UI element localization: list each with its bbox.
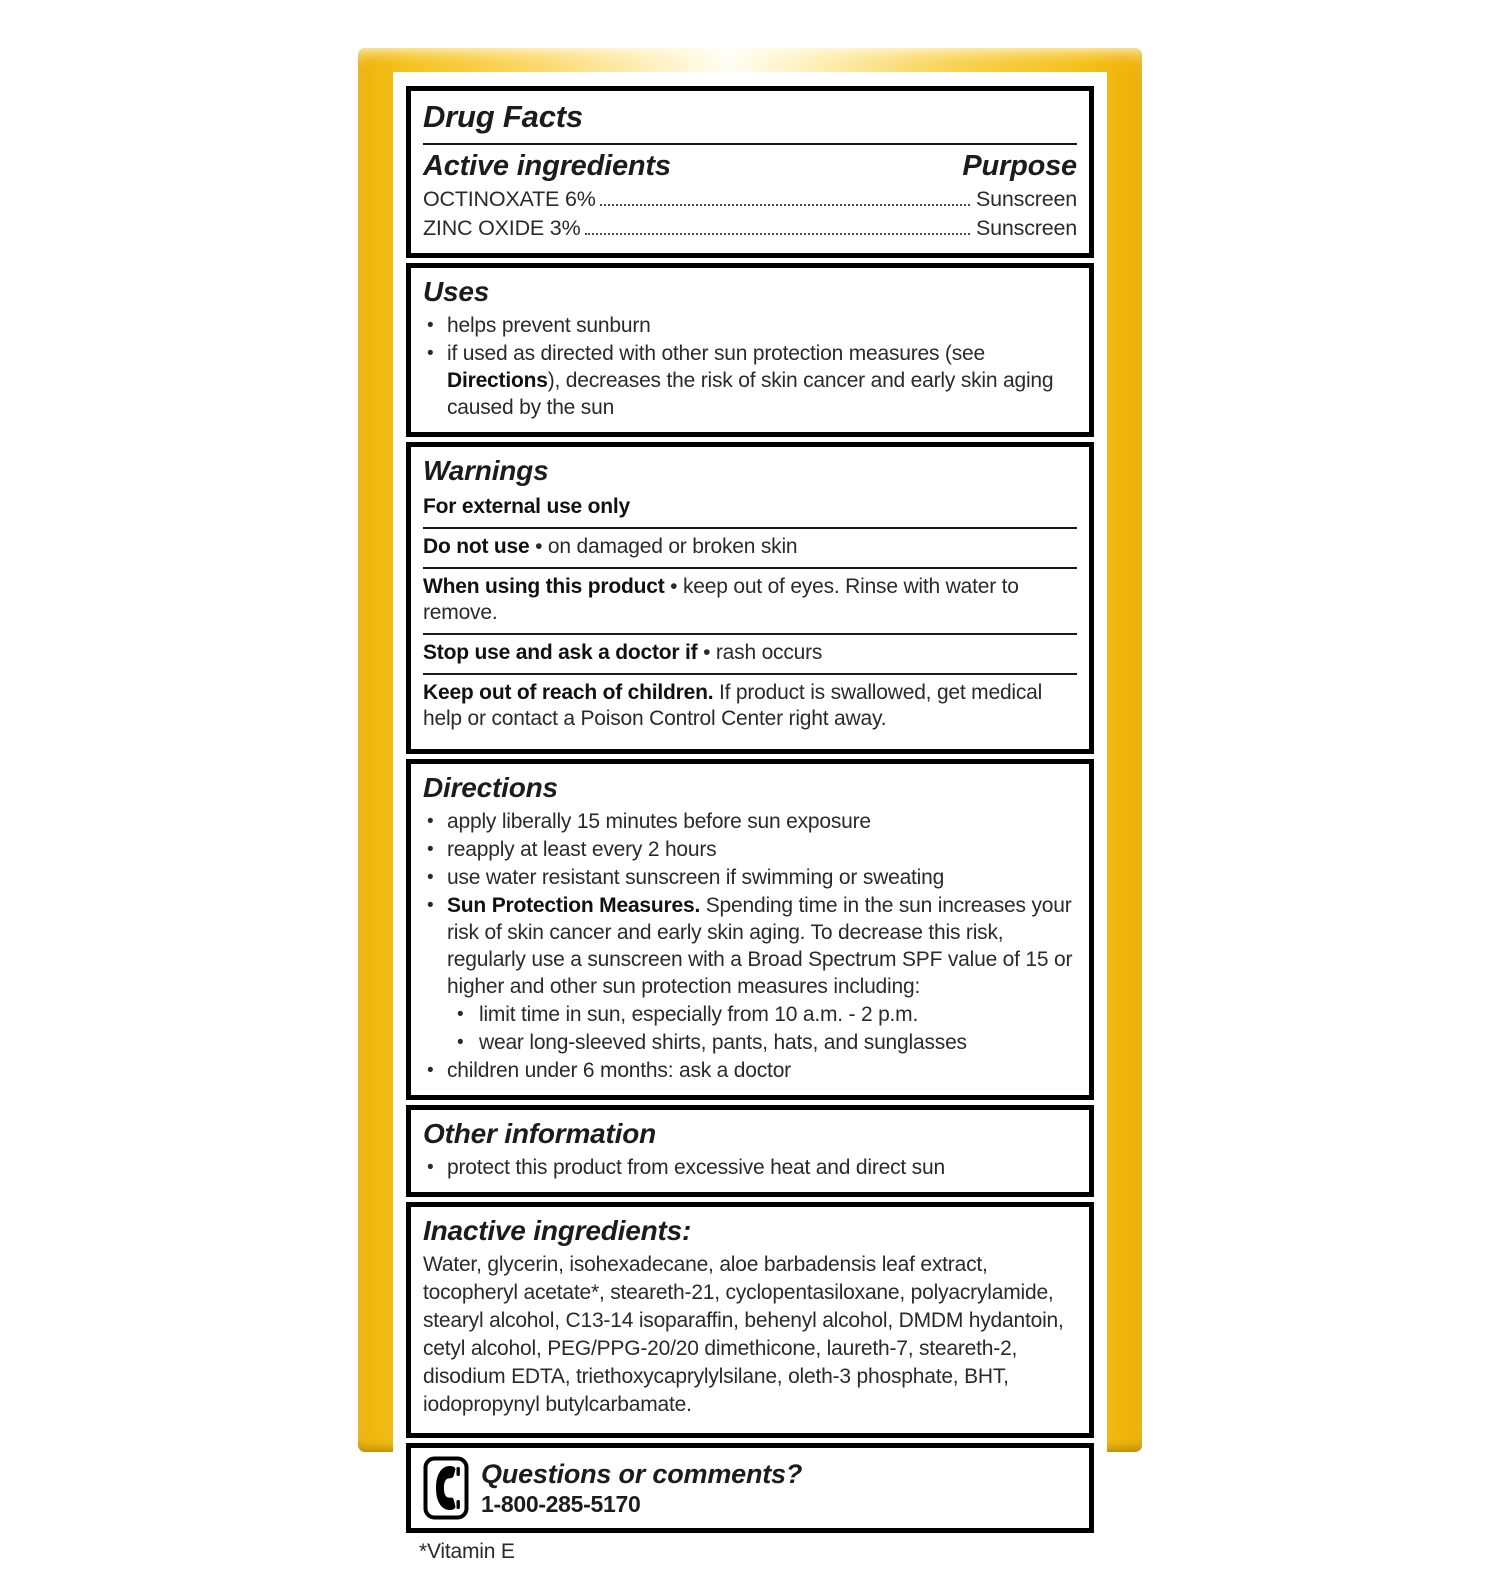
questions-phone-number: 1-800-285-5170 <box>481 1491 641 1517</box>
text-segment: reapply at least every 2 hours <box>447 838 717 861</box>
text-segment: children under 6 months: ask a doctor <box>447 1059 791 1082</box>
warning-row <box>423 635 1077 675</box>
bullet-marker: • <box>427 343 434 364</box>
active-ingredient-row <box>423 185 1077 214</box>
dotted-leader <box>600 204 970 206</box>
bullet-text <box>479 1001 1077 1028</box>
text-segment: protect this product from excessive heat and direct sun <box>447 1156 945 1179</box>
text-segment: Keep out of reach of children. <box>423 681 714 704</box>
bullet-item <box>423 312 1077 339</box>
bullet-text <box>447 1057 1077 1084</box>
warning-row <box>423 675 1077 739</box>
bullet-item <box>423 864 1077 891</box>
text-segment: • rash occurs <box>697 641 823 664</box>
bullet-item <box>423 1154 1077 1181</box>
bullet-text <box>447 312 1077 339</box>
text-segment: apply liberally 15 minutes before sun exposure <box>447 810 871 833</box>
gold-background-panel <box>358 48 1142 1563</box>
bullet-item <box>423 892 1077 1000</box>
bullet-marker: • <box>427 811 434 832</box>
questions-heading: Questions or comments? <box>481 1459 803 1489</box>
bullet-text <box>447 808 1077 835</box>
directions-bullets <box>423 808 1077 1084</box>
questions-text-block <box>481 1458 802 1518</box>
bullet-text <box>447 1154 1077 1181</box>
bullet-item <box>423 808 1077 835</box>
text-segment: If product is swallowed, get medical help or contact a Poison Control Center right away. <box>423 681 1043 730</box>
bullet-marker: • <box>427 1157 434 1178</box>
text-segment: When using this product <box>423 575 665 598</box>
text-segment: if used as directed with other sun protection measures (see <box>447 342 985 365</box>
uses-heading: Uses <box>423 276 490 307</box>
text-segment: Sun Protection Measures. <box>447 894 701 917</box>
section-uses <box>406 263 1094 437</box>
section-warnings <box>406 442 1094 754</box>
bullet-marker: • <box>427 1060 434 1081</box>
text-segment: ), decreases the risk of skin cancer and early skin aging caused by the sun <box>447 369 1054 419</box>
drug-facts-label <box>393 72 1107 1579</box>
bullet-marker: • <box>457 1032 464 1053</box>
section-inactive-ingredients <box>406 1202 1094 1438</box>
uses-bullets <box>423 312 1077 421</box>
sub-bullet-item <box>453 1029 1077 1056</box>
vitamin-e-footnote: *Vitamin E <box>419 1540 515 1563</box>
purpose-heading: Purpose <box>962 150 1077 182</box>
inactive-ingredients-text: Water, glycerin, isohexadecane, aloe barbadensis leaf extract, tocopheryl acetate*, steareth-21, cyclopentasiloxane, polyacrylamide, stearyl alcohol, C13-14 isoparaffin, behenyl alcohol, DMDM hydantoin, cetyl alcohol, PEG/PPG-20/20 dimethicone, laureth-7, steareth-2, disodium EDTA, triethoxycaprylylsilane, oleth-3 phosphate, BHT, iodopropynyl butylcarbamate. <box>423 1253 1064 1416</box>
section-drug-facts <box>406 86 1094 258</box>
section-directions <box>406 759 1094 1100</box>
sub-bullet-item <box>453 1001 1077 1028</box>
active-ingredients-heading: Active ingredients <box>423 150 671 182</box>
warnings-rows <box>423 489 1077 739</box>
text-segment: • on damaged or broken skin <box>529 535 798 558</box>
bullet-marker: • <box>457 1004 464 1025</box>
drug-facts-title: Drug Facts <box>423 97 1077 145</box>
text-segment: Do not use <box>423 535 530 558</box>
inactive-ingredients-heading: Inactive ingredients: <box>423 1215 692 1246</box>
bullet-item <box>423 340 1077 421</box>
ingredient-purpose: Sunscreen <box>976 216 1077 240</box>
warnings-heading: Warnings <box>423 455 549 486</box>
ingredient-purpose: Sunscreen <box>976 187 1077 211</box>
text-segment: • keep out of eyes. Rinse with water to remove. <box>423 575 1019 624</box>
text-segment: Directions <box>447 369 548 392</box>
ingredient-name: ZINC OXIDE 3% <box>423 216 581 240</box>
bullet-marker: • <box>427 867 434 888</box>
text-segment: wear long-sleeved shirts, pants, hats, and sunglasses <box>479 1031 967 1054</box>
warning-row <box>423 489 1077 529</box>
text-segment: Spending time in the sun increases your risk of skin cancer and early skin aging. To decrease this risk, regularly use a sunscreen with a Broad Spectrum SPF value of 15 or higher and other sun protection measures including: <box>447 894 1073 998</box>
text-segment: helps prevent sunburn <box>447 314 651 337</box>
active-ingredient-rows <box>423 185 1077 243</box>
warning-row <box>423 529 1077 569</box>
active-ingredients-header <box>423 147 1077 185</box>
bullet-text <box>479 1029 1077 1056</box>
bullet-marker: • <box>427 895 434 916</box>
bullet-text <box>447 864 1077 891</box>
ingredient-name: OCTINOXATE 6% <box>423 187 596 211</box>
bullet-item <box>423 1057 1077 1084</box>
bullet-text <box>447 892 1077 1000</box>
text-segment: For external use only <box>423 495 631 518</box>
other-information-heading: Other information <box>423 1118 657 1149</box>
warning-row <box>423 569 1077 635</box>
active-ingredient-row <box>423 214 1077 243</box>
section-other-information <box>406 1105 1094 1197</box>
text-segment: Stop use and ask a doctor if <box>423 641 698 664</box>
section-questions <box>406 1443 1094 1533</box>
bullet-text <box>447 340 1077 421</box>
bullet-text <box>447 836 1077 863</box>
text-segment: use water resistant sunscreen if swimming or sweating <box>447 866 945 889</box>
bullet-item <box>423 836 1077 863</box>
dotted-leader <box>585 233 971 235</box>
other-information-bullets <box>423 1154 1077 1181</box>
phone-icon <box>423 1456 469 1520</box>
bullet-marker: • <box>427 839 434 860</box>
bullet-marker: • <box>427 315 434 336</box>
directions-heading: Directions <box>423 772 558 803</box>
text-segment: limit time in sun, especially from 10 a.m. - 2 p.m. <box>479 1003 919 1026</box>
